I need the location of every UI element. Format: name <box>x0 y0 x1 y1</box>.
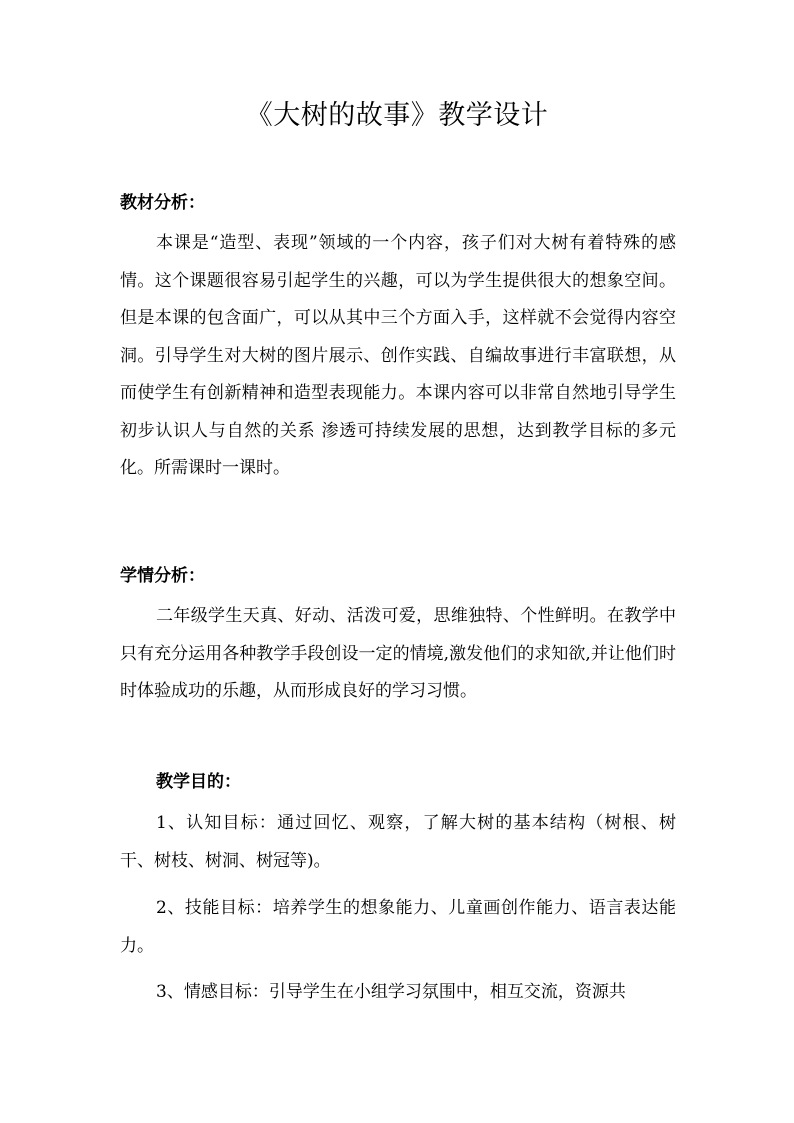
materials-analysis-paragraph: 本课是“造型、表现”领域的一个内容，孩子们对大树有着特殊的感情。这个课题很容易引起学生的兴趣，可以为学生提供很大的想象空间。但是本课的包含面广，可以从其中三个方面入手，这样就不会觉得内容空洞。引导学生对大树的图片展示、创作实践、自编故事进行丰富联想，从而使学生有创新精神和造型表现能力。本课内容可以非常自然地引导学生初步认识人与自然的关系 渗透可持续发展的思想，达到教学目标的多元化。所需课时一课时。 <box>120 233 676 478</box>
student-analysis-heading: 学情分析： <box>120 566 205 586</box>
materials-analysis-heading: 教材分析： <box>120 193 205 213</box>
emotional-goal-item: 3、情感目标：引导学生在小组学习氛围中，相互交流，资源共 <box>156 982 626 1002</box>
student-analysis-paragraph: 二年级学生天真、好动、活泼可爱，思维独特、个性鲜明。在教学中只有充分运用各种教学手段创设一定的情境,激发他们的求知欲,并让他们时时体验成功的乐趣，从而形成良好的学习习惯。 <box>120 606 676 701</box>
cognitive-goal-item: 1、认知目标：通过回忆、观察，了解大树的基本结构（树根、树干、树枝、树洞、树冠等)。 <box>120 813 676 871</box>
skill-goal-item: 2、技能目标：培养学生的想象能力、儿童画创作能力、语言表达能力。 <box>120 898 676 956</box>
teaching-goals-heading: 教学目的： <box>156 772 241 792</box>
document-title: 《大树的故事》教学设计 <box>245 100 549 131</box>
